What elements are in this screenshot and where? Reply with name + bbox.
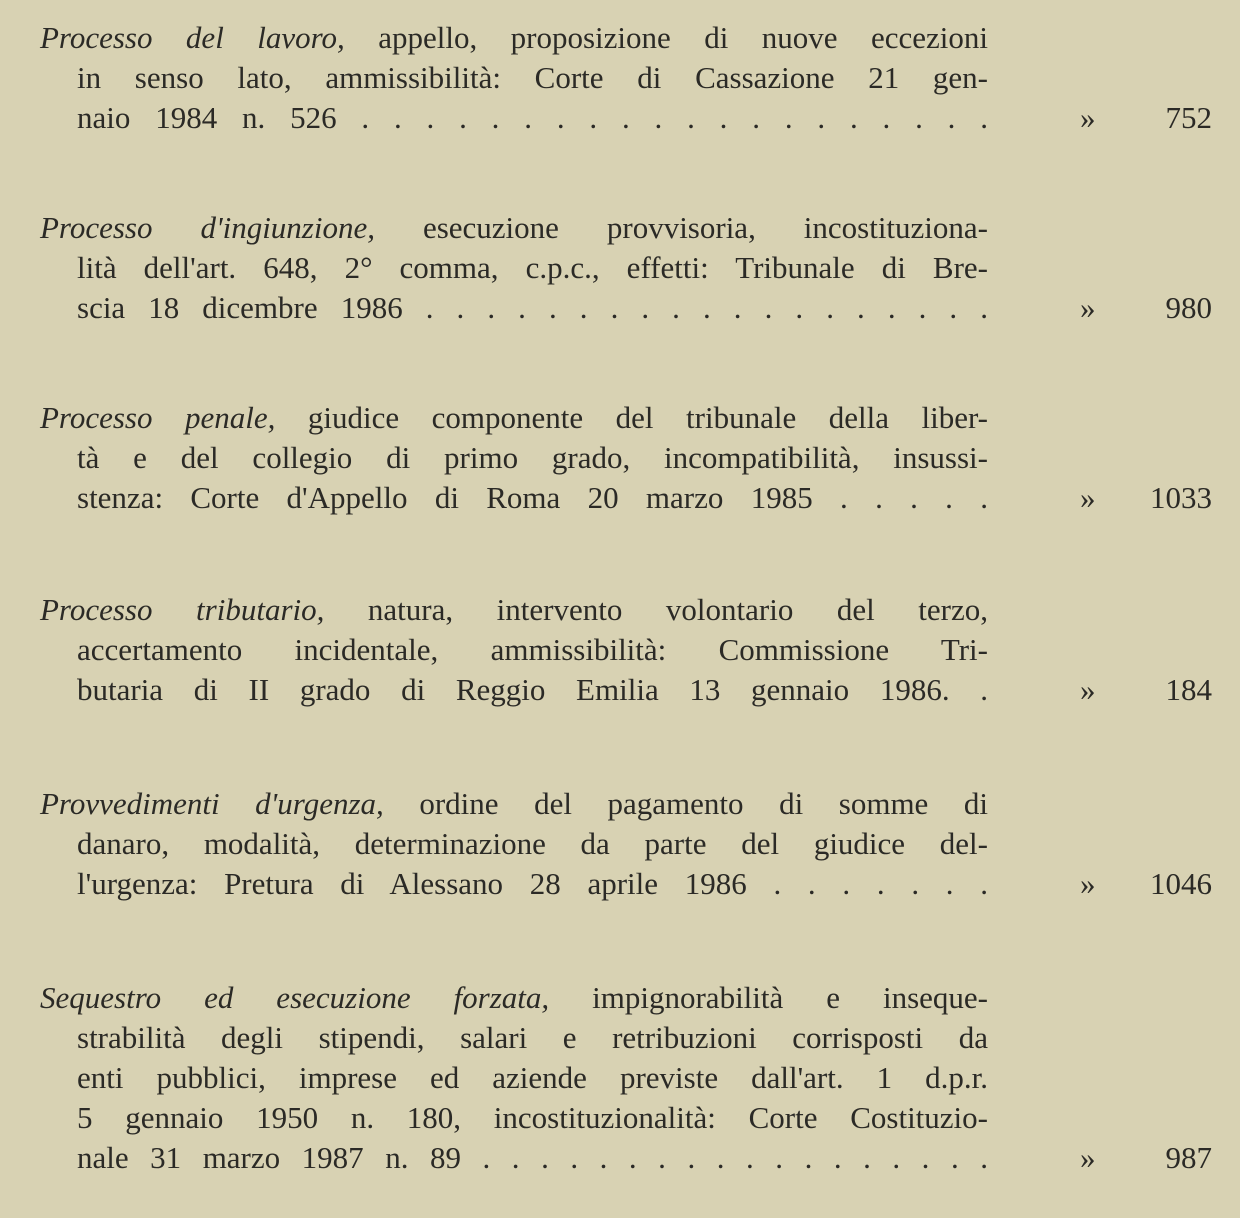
page-number: 1046 bbox=[1150, 866, 1212, 901]
entry-text: enti pubblici, imprese ed aziende previste dall'art. 1 d.p.r. bbox=[77, 1060, 988, 1095]
page-number: 752 bbox=[1165, 100, 1212, 135]
entry-text: giudice componente del tribunale della liber- bbox=[275, 400, 988, 435]
entry-line bbox=[77, 58, 988, 98]
entry-line bbox=[77, 478, 988, 518]
entry-text: lità dell'art. 648, 2° comma, c.p.c., effetti: Tribunale di Bre- bbox=[77, 250, 988, 285]
entry-line bbox=[40, 784, 988, 824]
entry-line bbox=[40, 398, 988, 438]
entry-line bbox=[77, 1018, 988, 1058]
entry-text: nale 31 marzo 1987 n. 89 . . . . . . . . . . . . . . . . . . bbox=[77, 1140, 988, 1175]
entry-line bbox=[77, 248, 988, 288]
entry-line bbox=[40, 590, 988, 630]
entry-text: appello, proposizione di nuove eccezioni bbox=[344, 20, 988, 55]
entry-text: l'urgenza: Pretura di Alessano 28 aprile 1986 . . . . . . . bbox=[77, 866, 988, 901]
entry-text: ordine del pagamento di somme di bbox=[383, 786, 988, 821]
entry-heading: Sequestro ed esecuzione forzata, bbox=[40, 980, 550, 1015]
entry-text: stenza: Corte d'Appello di Roma 20 marzo 1985 . . . . . bbox=[77, 480, 988, 515]
entry-text: esecuzione provvisoria, incostituziona- bbox=[375, 210, 988, 245]
page-number: 987 bbox=[1165, 1140, 1212, 1175]
entry-line bbox=[77, 630, 988, 670]
entry-line bbox=[77, 670, 988, 710]
entry-line bbox=[77, 1058, 988, 1098]
entry-text: naio 1984 n. 526 . . . . . . . . . . . . . . . . . . . . bbox=[77, 100, 988, 135]
entry-line bbox=[40, 18, 988, 58]
page-number: 1033 bbox=[1150, 480, 1212, 515]
entry-text: impignorabilità e inseque- bbox=[549, 980, 988, 1015]
entry-heading: Processo penale, bbox=[40, 400, 276, 435]
entry-heading: Processo d'ingiunzione, bbox=[40, 210, 375, 245]
entry-line bbox=[77, 438, 988, 478]
page-marker: » bbox=[1080, 672, 1096, 707]
entry-text: tà e del collegio di primo grado, incompatibilità, insussi- bbox=[77, 440, 988, 475]
page-marker: » bbox=[1080, 290, 1096, 325]
page-marker: » bbox=[1080, 866, 1096, 901]
entry-heading: Provvedimenti d'urgenza, bbox=[40, 786, 384, 821]
entry-text: strabilità degli stipendi, salari e retribuzioni corrisposti da bbox=[77, 1020, 988, 1055]
entry-text: scia 18 dicembre 1986 . . . . . . . . . . . . . . . . . . . bbox=[77, 290, 988, 325]
page-marker: » bbox=[1080, 480, 1096, 515]
entry-line bbox=[77, 824, 988, 864]
entry-text: 5 gennaio 1950 n. 180, incostituzionalità: Corte Costituzio- bbox=[77, 1100, 988, 1135]
entry-line bbox=[77, 98, 988, 138]
entry-line bbox=[40, 978, 988, 1018]
entry-line bbox=[77, 864, 988, 904]
entry-line bbox=[77, 1098, 988, 1138]
page-marker: » bbox=[1080, 1140, 1096, 1175]
entry-line bbox=[40, 208, 988, 248]
entry-text: butaria di II grado di Reggio Emilia 13 gennaio 1986. . bbox=[77, 672, 988, 707]
entry-line bbox=[77, 1138, 988, 1178]
entry-text: accertamento incidentale, ammissibilità: Commissione Tri- bbox=[77, 632, 988, 667]
entry-text: in senso lato, ammissibilità: Corte di Cassazione 21 gen- bbox=[77, 60, 988, 95]
entry-text: danaro, modalità, determinazione da parte del giudice del- bbox=[77, 826, 988, 861]
page-number: 184 bbox=[1165, 672, 1212, 707]
page-number: 980 bbox=[1165, 290, 1212, 325]
entry-heading: Processo tributario, bbox=[40, 592, 325, 627]
entry-line bbox=[77, 288, 988, 328]
entry-text: natura, intervento volontario del terzo, bbox=[324, 592, 988, 627]
page-marker: » bbox=[1080, 100, 1096, 135]
entry-heading: Processo del lavoro, bbox=[40, 20, 345, 55]
